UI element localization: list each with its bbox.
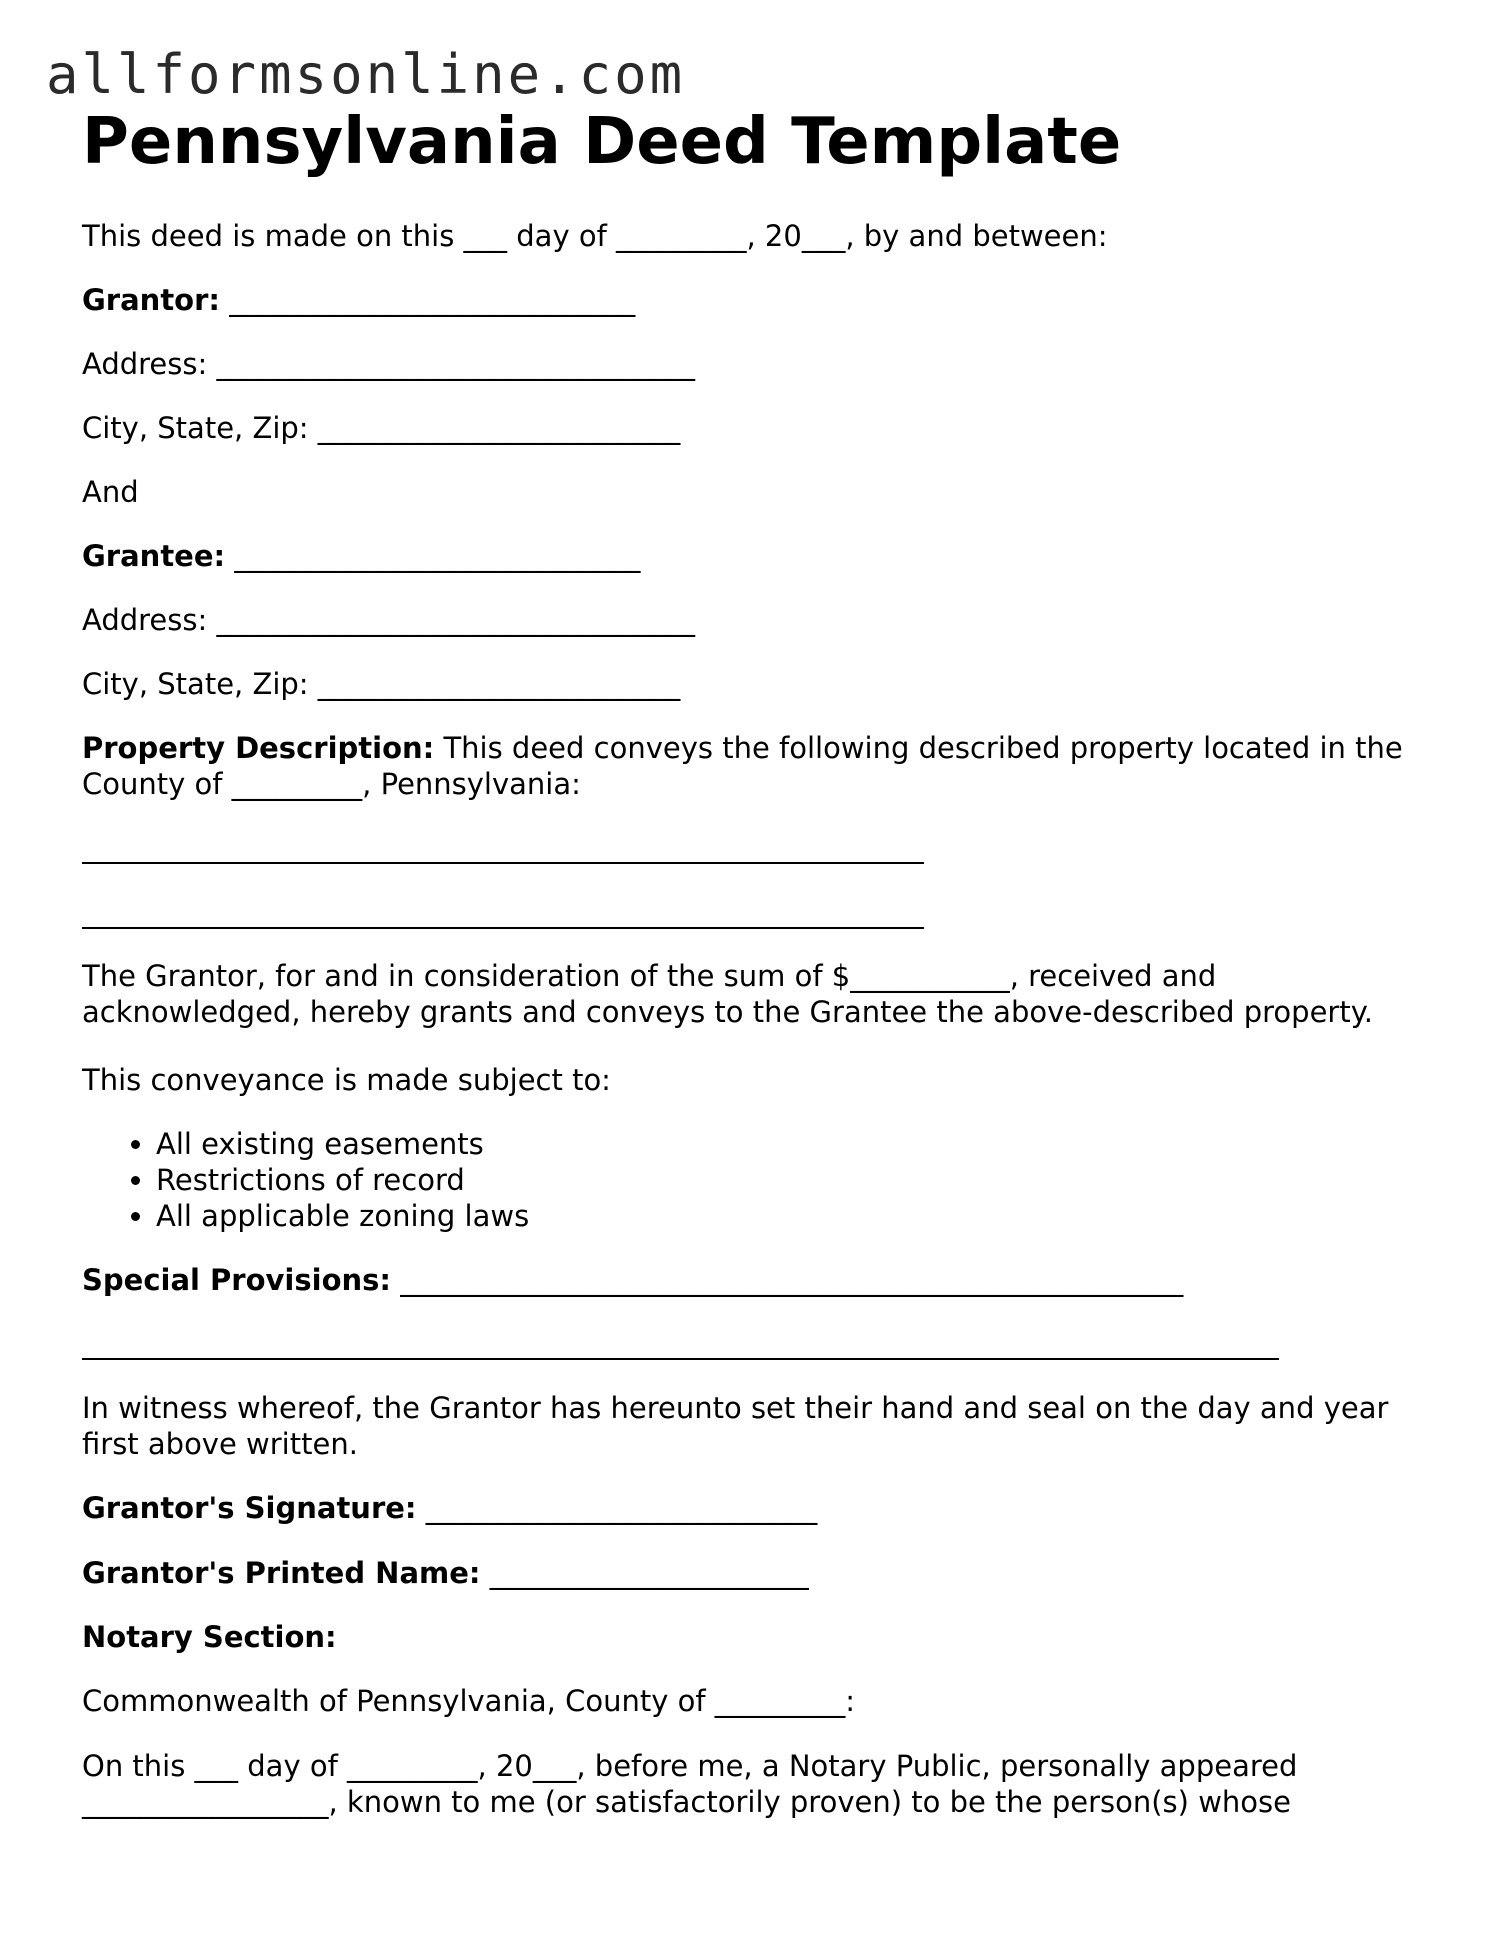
list-item: • All applicable zoning laws [156, 1198, 529, 1234]
grantor-label: Grantor: [82, 283, 221, 317]
special-provisions-blank-line-2 [82, 1358, 1279, 1360]
subject-to-intro: This conveyance is made subject to: [82, 1063, 611, 1097]
notary-heading-text: Notary Section: [82, 1620, 337, 1654]
notary-appear-line2: _________________, known to me (or satisfactorily proven) to be the person(s) whose [82, 1785, 1291, 1819]
grantor-line [82, 282, 635, 318]
list-item: • All existing easements [156, 1126, 529, 1162]
grantee-label: Grantee: [82, 539, 226, 573]
property-blank-line-2 [82, 927, 924, 929]
grantor-city-state-zip: City, State, Zip: _________________________ [82, 411, 681, 445]
witness-line1: In witness whereof, the Grantor has hereunto set their hand and seal on the day and year [82, 1391, 1389, 1425]
property-description [82, 730, 1403, 802]
conditions-list [82, 1126, 529, 1234]
grantor-signature-line [82, 1490, 817, 1526]
grantee-line [82, 538, 640, 574]
property-text-line1: This deed conveys the following described property located in the [443, 731, 1403, 765]
notary-appear-line1: On this ___ day of _________, 20___, before me, a Notary Public, personally appeared [82, 1749, 1298, 1783]
grantee-name-blank: ____________________________ [234, 539, 641, 573]
consideration-line2: acknowledged, hereby grants and conveys to the Grantee the above-described property. [82, 995, 1373, 1029]
list-item: • Restrictions of record [156, 1162, 529, 1198]
property-label: Property Description: [82, 731, 435, 765]
witness-line2: first above written. [82, 1427, 358, 1461]
page-title: Pennsylvania Deed Template [82, 105, 1122, 179]
special-provisions-line [82, 1262, 1183, 1298]
consideration-line1: The Grantor, for and in consideration of the sum of $___________, received and [82, 959, 1217, 993]
deed-intro: This deed is made on this ___ day of _________, 20___, by and between: [82, 219, 1108, 253]
grantor-printed-name-blank: ______________________ [489, 1556, 809, 1590]
special-provisions-label: Special Provisions: [82, 1263, 392, 1297]
and-text: And [82, 475, 139, 509]
grantee-city-state-zip: City, State, Zip: _________________________ [82, 667, 681, 701]
consideration-clause [82, 958, 1373, 1030]
grantor-signature-label: Grantor's Signature: [82, 1491, 417, 1525]
grantor-printed-name-label: Grantor's Printed Name: [82, 1556, 481, 1590]
watermark-logo: allformsonline.com [46, 43, 686, 106]
grantor-name-blank: ____________________________ [229, 283, 636, 317]
property-blank-line-1 [82, 862, 924, 864]
grantor-printed-name-line [82, 1555, 809, 1591]
notary-appearance [82, 1748, 1297, 1820]
notary-heading [82, 1619, 337, 1655]
grantor-address: Address: _________________________________ [82, 347, 695, 381]
witness-clause [82, 1390, 1388, 1462]
grantee-address: Address: _________________________________ [82, 603, 695, 637]
grantor-signature-blank: ___________________________ [425, 1491, 818, 1525]
notary-county-line: Commonwealth of Pennsylvania, County of _________: [82, 1684, 856, 1718]
property-text-line2: County of _________, Pennsylvania: [82, 767, 581, 801]
special-provisions-blank: ______________________________________________________ [400, 1263, 1184, 1297]
